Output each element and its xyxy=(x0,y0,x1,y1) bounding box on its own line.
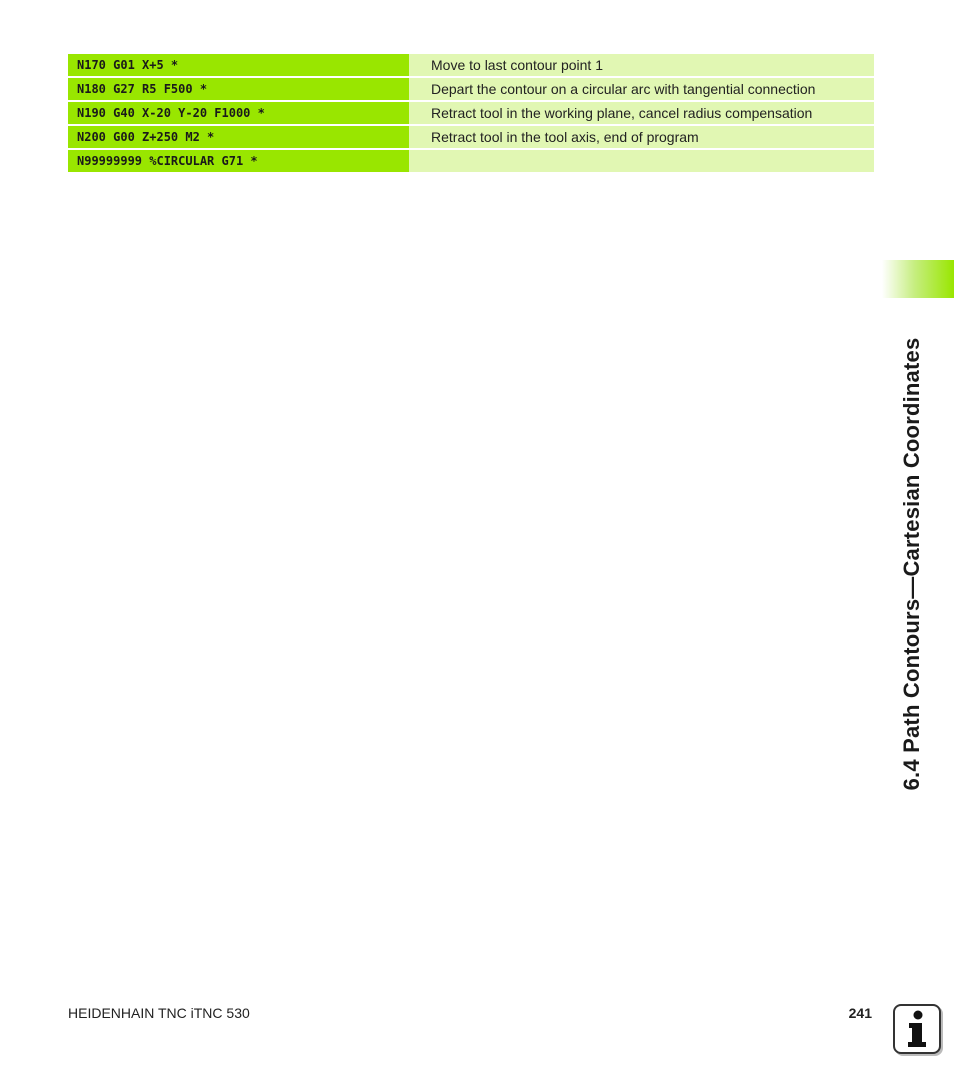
description-cell xyxy=(409,150,874,172)
description-cell: Depart the contour on a circular arc with tangential connection xyxy=(409,78,874,100)
description-cell: Retract tool in the working plane, cancel radius compensation xyxy=(409,102,874,124)
info-glyph-icon xyxy=(895,1006,939,1052)
page-number: 241 xyxy=(848,1005,872,1021)
program-table xyxy=(68,54,874,174)
table-row xyxy=(68,78,874,100)
table-row xyxy=(68,54,874,76)
nc-code-cell: N180 G27 R5 F500 * xyxy=(68,78,409,100)
nc-code-cell: N190 G40 X-20 Y-20 F1000 * xyxy=(68,102,409,124)
info-icon xyxy=(893,1004,941,1054)
table-row xyxy=(68,102,874,124)
footer-manual-name: HEIDENHAIN TNC iTNC 530 xyxy=(68,1005,250,1021)
nc-code-cell: N99999999 %CIRCULAR G71 * xyxy=(68,150,409,172)
nc-code-cell: N170 G01 X+5 * xyxy=(68,54,409,76)
description-cell: Retract tool in the tool axis, end of program xyxy=(409,126,874,148)
chapter-tab-marker xyxy=(882,260,954,298)
table-row xyxy=(68,126,874,148)
description-cell: Move to last contour point 1 xyxy=(409,54,874,76)
table-row xyxy=(68,150,874,172)
chapter-side-title: 6.4 Path Contours—Cartesian Coordinates xyxy=(899,337,924,791)
nc-code-cell: N200 G00 Z+250 M2 * xyxy=(68,126,409,148)
